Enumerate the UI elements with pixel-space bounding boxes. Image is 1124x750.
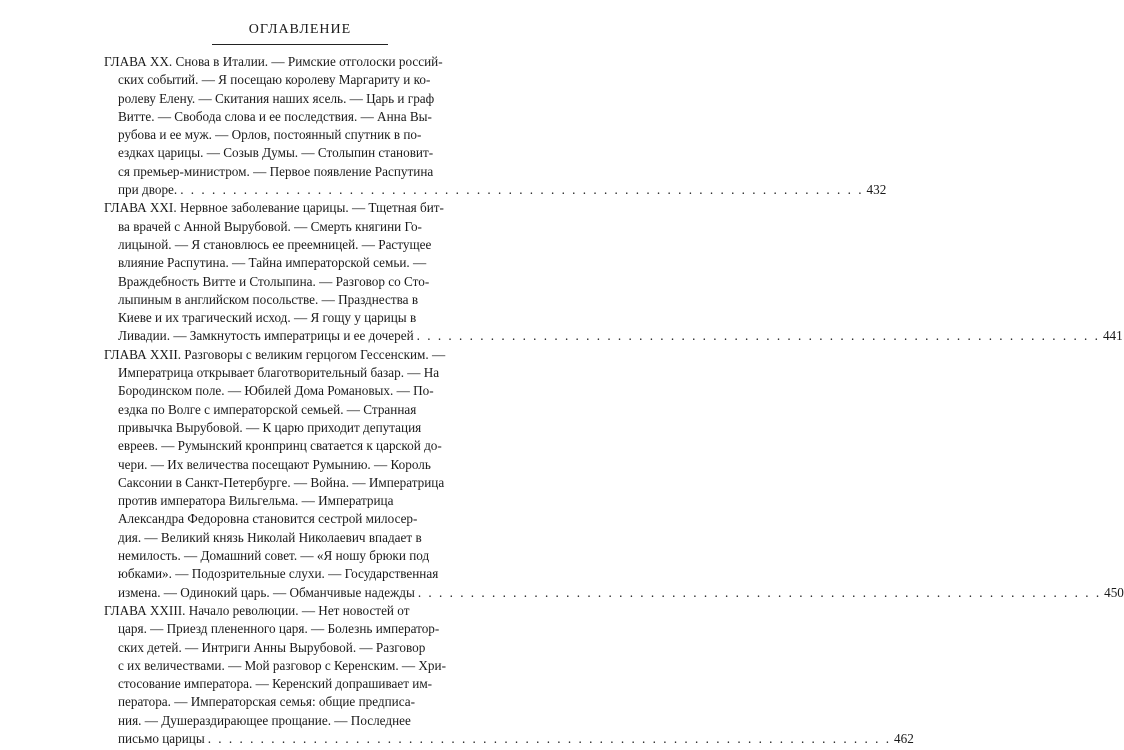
page-number: 462: [894, 730, 914, 746]
toc-entry-line: ездках царицы. — Созыв Думы. — Столыпин становит-: [118, 145, 434, 161]
toc-entry-line: рубова и ее муж. — Орлов, постоянный спутник в по-: [118, 127, 422, 143]
toc-entry-line: немилость. — Домашний совет. — «Я ношу брюки под: [118, 548, 430, 564]
toc-entry-line: лицыной. — Я становлюсь ее преемницей. — Растущее: [118, 236, 432, 252]
toc-entry-line: чери. — Их величества посещают Румынию. — Король: [118, 456, 431, 472]
toc-entry-line: Киеве и их трагический исход. — Я гощу у царицы в: [118, 310, 417, 326]
toc-entry-line: Саксонии в Санкт-Петербурге. — Война. — Императрица: [118, 474, 445, 490]
toc-entry-last-text: Ливадии. — Замкнутость императрицы и ее дочерей: [118, 328, 414, 344]
toc-entry-line: ездка по Волге с императорской семьей. — Странная: [118, 401, 417, 417]
toc-entry-line: ния. — Душераздирающее прощание. — Последнее: [118, 712, 411, 728]
table-of-contents: [104, 53, 1124, 748]
toc-entry-line: Враждебность Витте и Столыпина. — Разговор со Сто-: [118, 273, 430, 289]
toc-entry-line: Александра Федоровна становится сестрой милосер-: [118, 511, 418, 527]
toc-entry-line: привычка Вырубовой. — К царю приходит депутация: [118, 419, 422, 435]
toc-entry-line: с их величествами. — Мой разговор с Керенским. — Хри-: [118, 657, 446, 673]
toc-entry-line: ских детей. — Интриги Анны Вырубовой. — Разговор: [118, 639, 426, 655]
toc-entry: [104, 199, 1123, 345]
toc-entry-line: ператора. — Императорская семья: общие предписа-: [118, 694, 415, 710]
toc-entry-last-text: письмо царицы: [118, 730, 205, 746]
header-rule: [212, 44, 388, 45]
toc-entry-line: лыпиным в английском посольстве. — Празднества в: [118, 291, 419, 307]
toc-entry-heading-line: ГЛАВА XX. Снова в Италии. — Римские отголоски россий-: [104, 54, 443, 69]
dot-leader: . . . . . . . . . . . . . . . . . . . . . . . . . . . . . . . . . . . . . . . . . . . . . . . . . . . . . . . . . . . . . . . . .: [180, 182, 864, 198]
toc-entry-line: Бородинском поле. — Юбилей Дома Романовых. — По-: [118, 383, 434, 399]
toc-entry: [104, 346, 1124, 602]
toc-entry-line: Императрица открывает благотворительный базар. — На: [118, 365, 440, 381]
dot-leader: . . . . . . . . . . . . . . . . . . . . . . . . . . . . . . . . . . . . . . . . . . . . . . . . . . . . . . . . . . . . . . . . .: [416, 328, 1100, 344]
toc-entry-line: дия. — Великий князь Николай Николаевич впадает в: [118, 529, 422, 545]
toc-entry-last-text: при дворе.: [118, 182, 178, 198]
toc-entry-last-line: [104, 584, 1124, 602]
toc-entry-line: ролеву Елену. — Скитания наших ясель. — Царь и граф: [118, 90, 435, 106]
toc-entry-line: ва врачей с Анной Вырубовой. — Смерть княгини Го-: [118, 218, 422, 234]
toc-entry-line: юбками». — Подозрительные слухи. — Государственная: [118, 566, 439, 582]
toc-entry-last-line: [104, 730, 914, 748]
page-number: 450: [1104, 584, 1124, 600]
dot-leader: . . . . . . . . . . . . . . . . . . . . . . . . . . . . . . . . . . . . . . . . . . . . . . . . . . . . . . . . . . . . . . . . .: [417, 584, 1102, 600]
toc-entry-line: влияние Распутина. — Тайна императорской семьи. —: [118, 255, 427, 271]
toc-entry-line: царя. — Приезд плененного царя. — Болезнь император-: [118, 621, 440, 637]
toc-entry-line: против императора Вильгельма. — Императрица: [118, 493, 394, 509]
toc-entry: [104, 602, 914, 748]
toc-entry: [104, 53, 887, 199]
toc-entry-line: стосование императора. — Керенский допрашивает им-: [118, 676, 433, 692]
toc-entry-line: Витте. — Свобода слова и ее последствия. — Анна Вы-: [118, 108, 432, 124]
toc-entry-last-text: измена. — Одинокий царь. — Обманчивые надежды: [118, 584, 415, 600]
page-header: ОГЛАВЛЕНИЕ: [248, 22, 352, 37]
toc-entry-line: ских событий. — Я посещаю королеву Маргариту и ко-: [118, 72, 431, 88]
toc-entry-heading-line: ГЛАВА XXII. Разговоры с великим герцогом Гессенским. —: [104, 346, 446, 362]
toc-entry-heading-line: ГЛАВА XXIII. Начало революции. — Нет новостей от: [104, 602, 410, 618]
toc-entry-last-line: [104, 181, 887, 199]
toc-entry-last-line: [104, 327, 1123, 345]
dot-leader: . . . . . . . . . . . . . . . . . . . . . . . . . . . . . . . . . . . . . . . . . . . . . . . . . . . . . . . . . . . . . . . . .: [207, 730, 891, 746]
page-number: 432: [866, 182, 887, 198]
page-number: 441: [1102, 328, 1123, 344]
toc-entry-line: ся премьер-министром. — Первое появление Распутина: [118, 163, 434, 179]
toc-entry-heading-line: ГЛАВА XXI. Нервное заболевание царицы. — Тщетная бит-: [104, 200, 444, 216]
toc-entry-line: евреев. — Румынский кронпринц сватается к царской до-: [118, 438, 442, 454]
